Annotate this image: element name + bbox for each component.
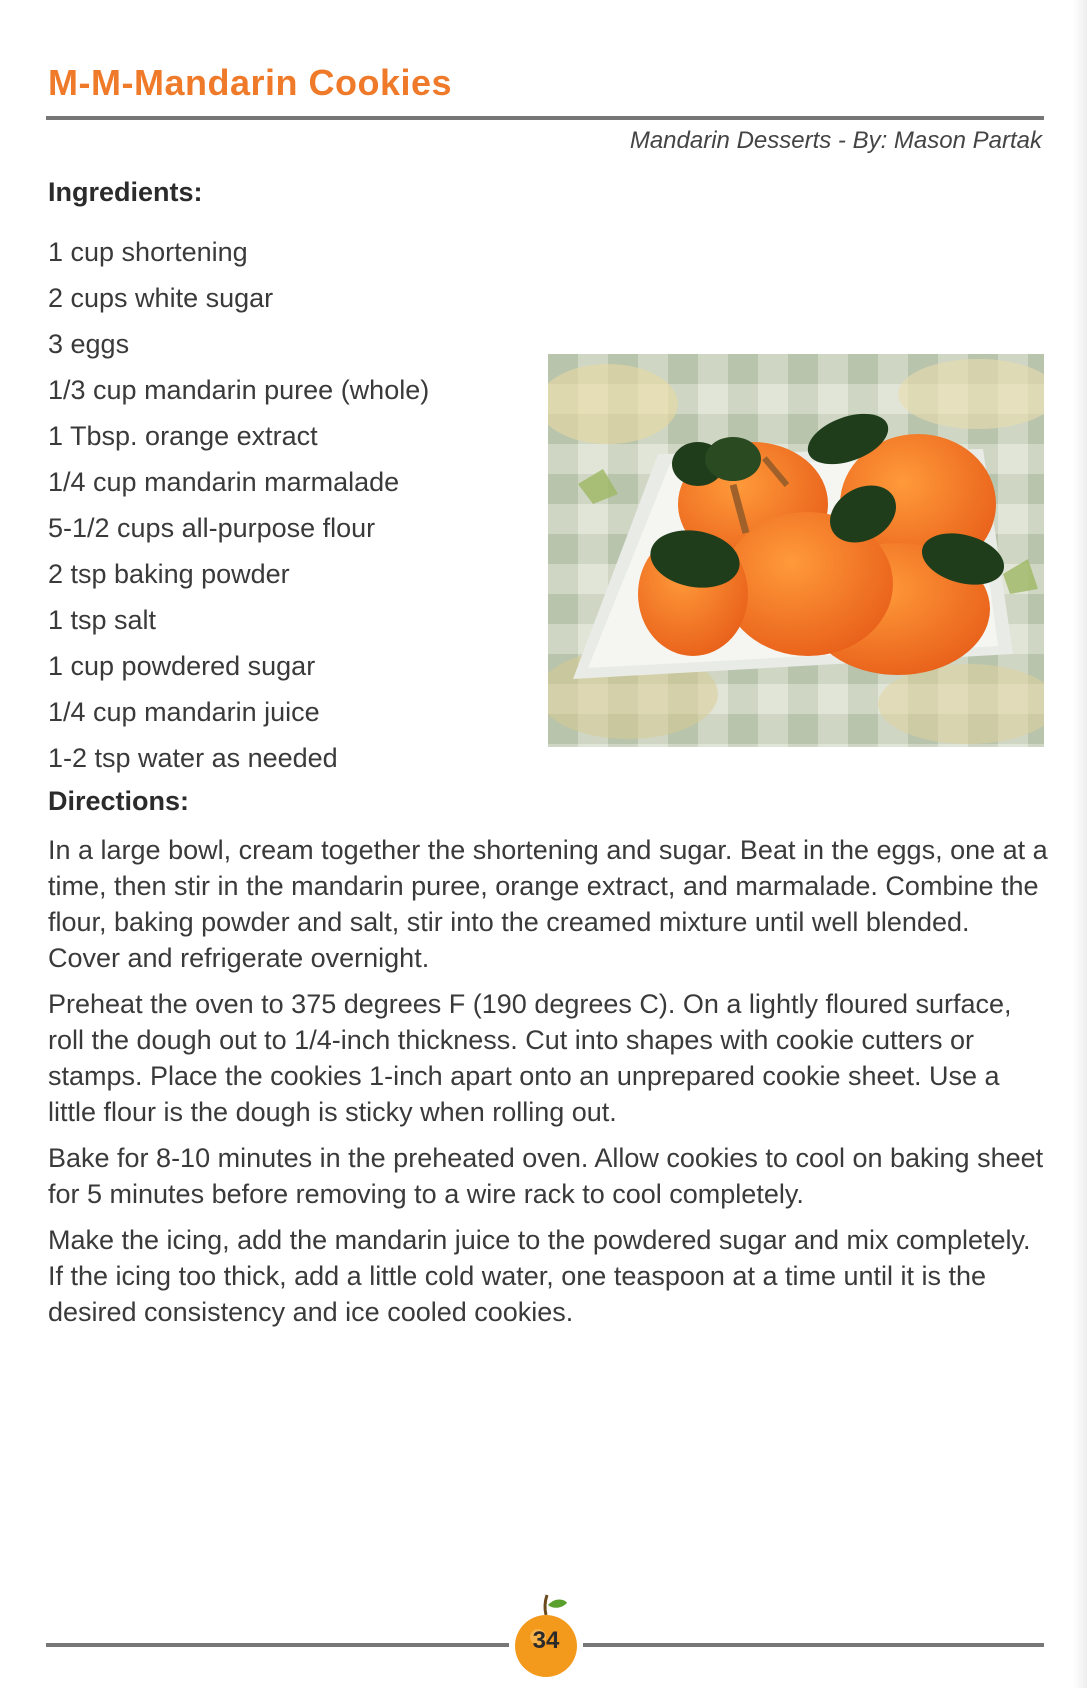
ingredients-list bbox=[48, 229, 429, 781]
ingredient-item: 2 cups white sugar bbox=[48, 283, 274, 313]
direction-paragraph: Bake for 8-10 minutes in the preheated oven. Allow cookies to cool on baking sheet for 5 minutes before removing to a wire rack to cool completely. bbox=[48, 1143, 1044, 1209]
directions-heading: Directions: bbox=[48, 786, 190, 816]
direction-paragraph: Make the icing, add the mandarin juice to the powdered sugar and mix completely. If the icing too thick, add a little cold water, one teaspoon at a time until it is the desired consistency and ice cooled cookies. bbox=[48, 1225, 1031, 1327]
footer-divider-left bbox=[46, 1643, 509, 1647]
ingredient-item: 1 Tbsp. orange extract bbox=[48, 421, 318, 451]
direction-paragraph: In a large bowl, cream together the shortening and sugar. Beat in the eggs, one at a time, then stir in the mandarin puree, orange extract, and marmalade. Combine the flour, baking powder and salt, stir into the creamed mixture until well blended. Cover and refrigerate overnight. bbox=[48, 835, 1048, 973]
recipe-byline: Mandarin Desserts - By: Mason Partak bbox=[629, 127, 1042, 154]
recipe-title: M-M-Mandarin Cookies bbox=[48, 62, 453, 103]
direction-paragraph: Preheat the oven to 375 degrees F (190 degrees C). On a lightly floured surface, roll the dough out to 1/4-inch thickness. Cut into shapes with cookie cutters or stamps. Place the cookies 1-inch apart onto an unprepared cookie sheet. Use a little flour is the dough is sticky when rolling out. bbox=[48, 989, 1012, 1127]
ingredient-item: 1/4 cup mandarin juice bbox=[48, 697, 320, 727]
page-edge bbox=[1073, 0, 1087, 1688]
ingredient-item: 1/4 cup mandarin marmalade bbox=[48, 467, 400, 497]
page-number: 34 bbox=[532, 1627, 560, 1654]
directions-text bbox=[48, 832, 1048, 1340]
footer-divider-right bbox=[583, 1643, 1044, 1647]
ingredient-item: 2 tsp baking powder bbox=[48, 559, 290, 589]
mandarin-cookies-photo bbox=[548, 354, 1044, 747]
ingredient-item: 1 cup shortening bbox=[48, 237, 248, 267]
ingredient-item: 1/3 cup mandarin puree (whole) bbox=[48, 375, 430, 405]
title-divider bbox=[46, 116, 1044, 120]
ingredient-item: 3 eggs bbox=[48, 329, 130, 359]
ingredient-item: 1 tsp salt bbox=[48, 605, 157, 635]
ingredient-item: 1 cup powdered sugar bbox=[48, 651, 316, 681]
ingredient-item: 1-2 tsp water as needed bbox=[48, 743, 338, 773]
ingredients-heading: Ingredients: bbox=[48, 177, 203, 207]
ingredient-item: 5-1/2 cups all-purpose flour bbox=[48, 513, 376, 543]
